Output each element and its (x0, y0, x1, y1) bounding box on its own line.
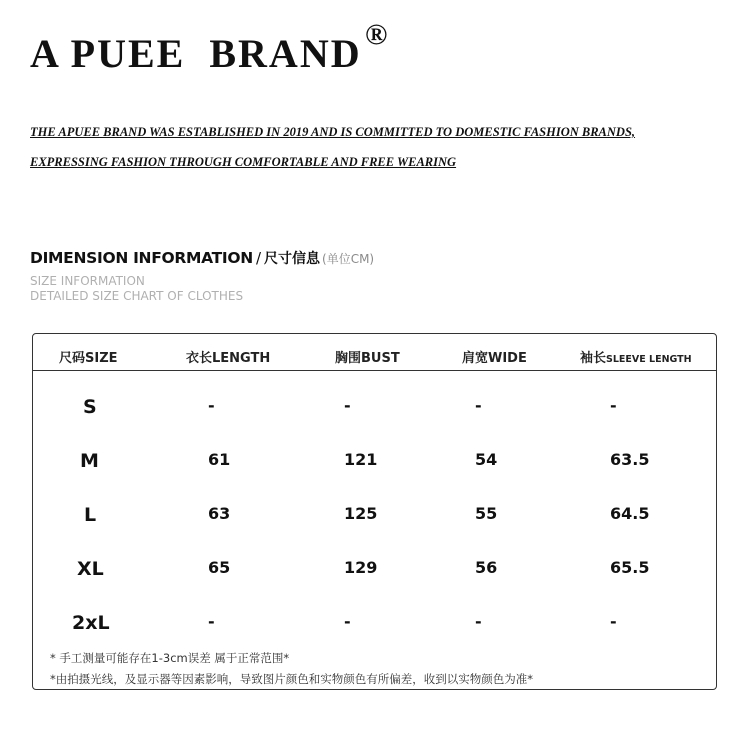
cell-length: - (208, 612, 215, 631)
header-sleeve (580, 347, 692, 366)
cell-bust: 125 (344, 504, 378, 523)
cell-length: 63 (208, 504, 231, 523)
cell-wide: 55 (475, 504, 498, 523)
table-header (33, 334, 716, 371)
dimension-title-zh: 尺寸信息 (264, 251, 321, 267)
header-sleeve-en: SLEEVE LENGTH (606, 354, 692, 365)
header-size: 尺码SIZE (59, 351, 118, 366)
cell-bust: - (344, 612, 351, 631)
cell-sleeve: 63.5 (610, 450, 650, 469)
tagline-line-2: EXPRESSING FASHION THROUGH COMFORTABLE AND FREE WEARING (30, 155, 457, 169)
cell-size: L (84, 504, 97, 526)
header-bust: 胸围BUST (335, 351, 400, 366)
cell-size: XL (77, 558, 104, 580)
header-sleeve-zh: 袖长 (580, 351, 607, 366)
dimension-heading (30, 248, 374, 268)
tagline-line-1: THE APUEE BRAND WAS ESTABLISHED IN 2019 AND IS COMMITTED TO DOMESTIC FASHION BRANDS, (30, 125, 636, 139)
cell-bust: 121 (344, 450, 378, 469)
cell-size: M (80, 450, 99, 472)
cell-length: 65 (208, 558, 231, 577)
measurement-note: * 手工测量可能存在1-3cm误差 属于正常范围* (50, 651, 290, 665)
registered-mark: ® (365, 18, 390, 51)
size-chart-subtitle: DETAILED SIZE CHART OF CLOTHES (30, 289, 244, 303)
color-note: *由拍摄光线，及显示器等因素影响，导致图片颜色和实物颜色有所偏差，收到以实物颜色为准* (50, 672, 533, 686)
cell-length: 61 (208, 450, 231, 469)
size-table (32, 333, 717, 690)
cell-wide: - (475, 612, 482, 631)
table-row (33, 612, 716, 642)
cell-size: S (83, 396, 97, 418)
cell-bust: 129 (344, 558, 378, 577)
dimension-title-en: DIMENSION INFORMATION (30, 249, 253, 267)
header-wide: 肩宽WIDE (462, 351, 527, 366)
cell-length: - (208, 396, 215, 415)
dimension-slash: / (255, 249, 262, 267)
cell-sleeve: - (610, 612, 617, 631)
table-row (33, 504, 716, 534)
cell-sleeve: 65.5 (610, 558, 650, 577)
cell-wide: 54 (475, 450, 498, 469)
table-row (33, 450, 716, 480)
dimension-unit: (单位CM) (322, 252, 375, 266)
header-length: 衣长LENGTH (186, 351, 271, 366)
cell-wide: - (475, 396, 482, 415)
cell-sleeve: 64.5 (610, 504, 650, 523)
cell-wide: 56 (475, 558, 498, 577)
cell-size: 2xL (72, 612, 110, 634)
size-information-subtitle: SIZE INFORMATION (30, 274, 145, 288)
cell-bust: - (344, 396, 351, 415)
table-row (33, 558, 716, 588)
brand-name: A PUEE BRAND (30, 31, 362, 76)
cell-sleeve: - (610, 396, 617, 415)
table-row (33, 396, 716, 426)
brand-title (30, 18, 390, 77)
